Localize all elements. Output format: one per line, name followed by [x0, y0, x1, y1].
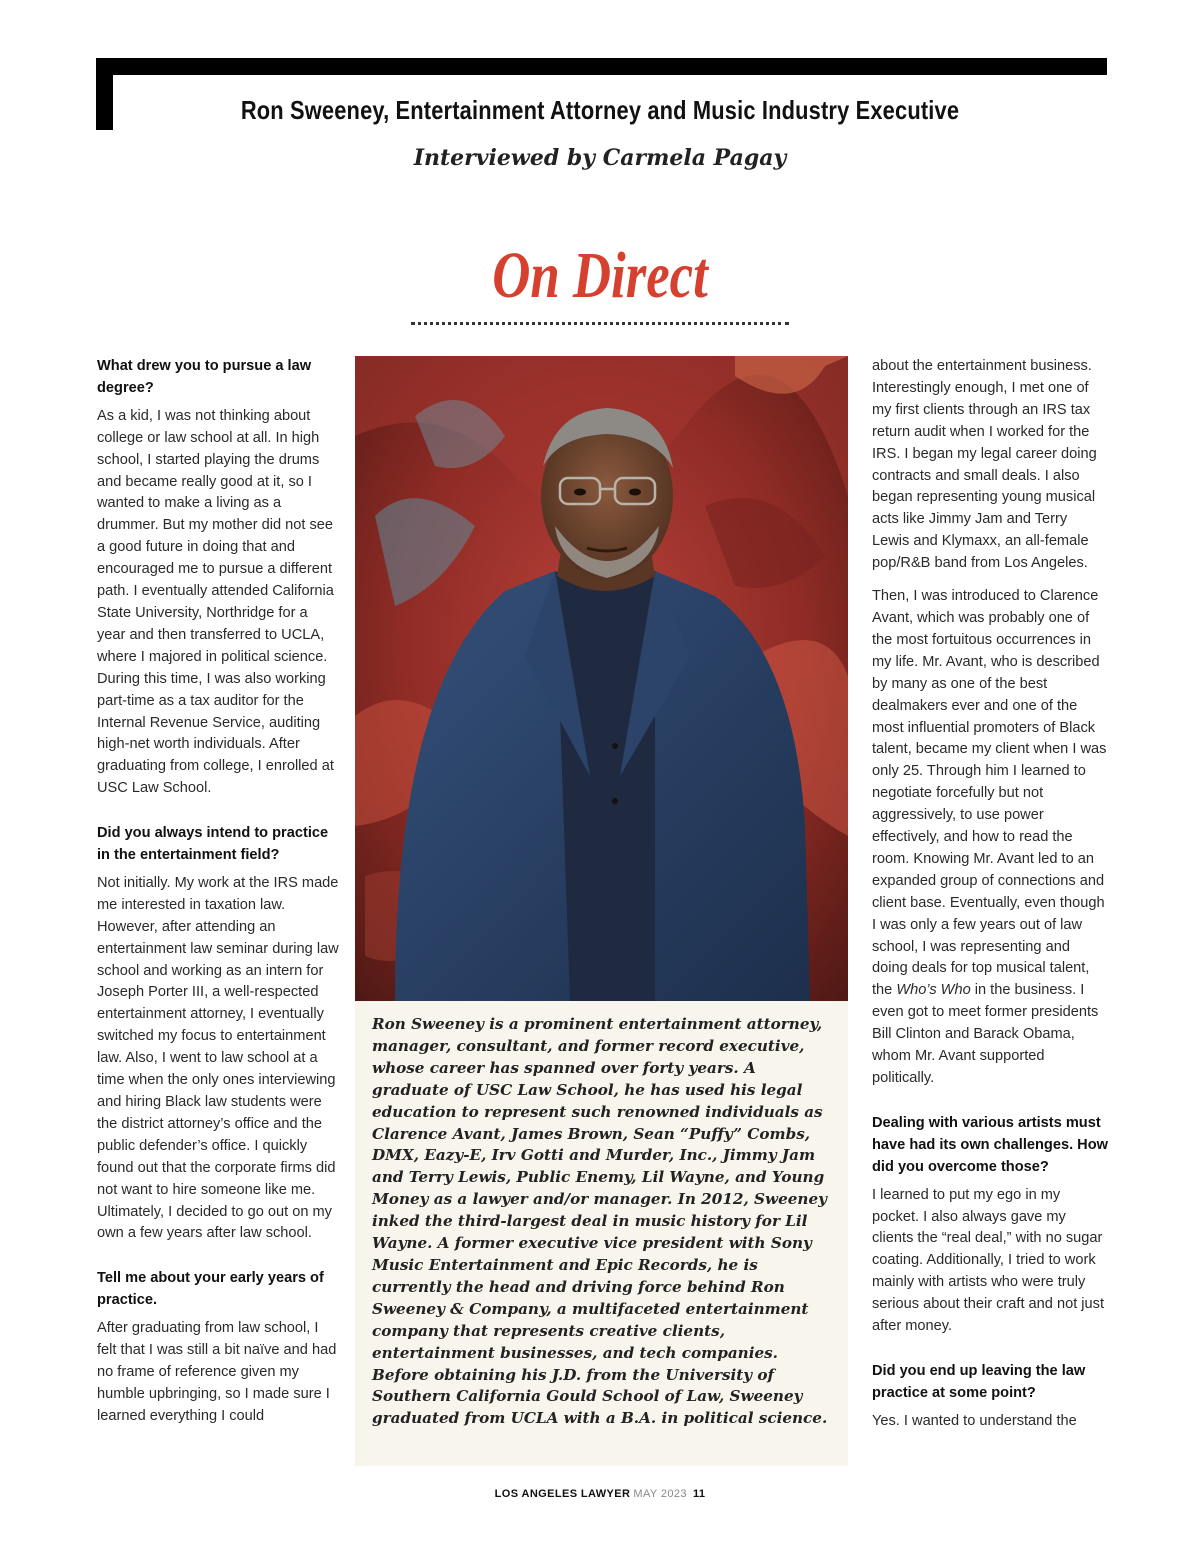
article-headline: Ron Sweeney, Entertainment Attorney and Music Industry Executive [240, 95, 960, 125]
question-1: What drew you to pursue a law degree? [97, 358, 312, 396]
footer-page-number: 11 [692, 1488, 706, 1500]
question-3: Tell me about your early years of practice. [97, 1270, 324, 1309]
answer-1: As a kid, I was not thinking about college or law school at all. In high school, I started playing the drums and became really good at it, so I wanted to make a living as a drummer. But my mother did not see a good future in doing that and encouraged me to pursue a different path. I eventually attended California State University, Northridge for a year and then transferred to UCLA, where I majored in political science. During this time, I was also working part-time as a tax auditor for the Internal Revenue Service, auditing high-net worth individuals. After graduating from college, I enrolled at USC Law School. [97, 407, 334, 797]
answer-3-paragraph-2: Then, I was introduced to Clarence Avant, which was probably one of the most fortuitous occurrences in my life. Mr. Avant, who is described by many as one of the best dealmakers ever and one of the most influential promoters of Black talent, became my client when I was only 25. Through him I learned to negotiate forcefully but not aggressively, to use power effectively, and how to read the room. Knowing Mr. Avant led to an expanded group of connections and client base. Eventually, even though I was only a few years out of law school, I was representing and doing deals for top musical talent, the Who’s Who in the business. I even got to meet former presidents Bill Clinton and Barack Obama, whom Mr. Avant supported politically. [872, 588, 1107, 1086]
top-rule-bar [96, 58, 1107, 75]
answer-4: I learned to put my ego in my pocket. I also always gave my clients the “real deal,” with no sugar coating. Additionally, I tried to work mainly with artists who were truly serious about their craft and not just after money. [872, 1186, 1105, 1335]
answer-3-continued: about the entertainment business. Interestingly enough, I met one of my first clients through an IRS tax return audit when I worked for the IRS. I began my legal career doing contracts and small deals. I also began representing young musical acts like Jimmy Jam and Terry Lewis and Klymaxx, an all-female pop/R&B band from Los Angeles. [872, 358, 1097, 572]
right-column [872, 356, 1108, 1444]
bio-caption: Ron Sweeney is a prominent entertainment attorney, manager, consultant, and former record executive, whose career has spanned over forty years. A graduate of USC Law School, he has used his legal education to represent such renowned individuals as Clarence Avant, James Brown, Sean “Puffy” Combs, DMX, Eazy-E, Irv Gotti and Murder, Inc., Jimmy Jam and Terry Lewis, Public Enemy, Lil Wayne, and Young Money as a lawyer and/or manager. In 2012, Sweeney inked the third-largest deal in music history for Lil Wayne. A former executive vice president with Sony Music Entertainment and Epic Records, he is currently the head and driving force behind Ron Sweeney & Company, a multifaceted entertainment company that represents creative clients, entertainment businesses, and tech companies. Before obtaining his J.D. from the University of Southern California Gould School of Law, Sweeney graduated from UCLA with a B.A. in political science. [372, 1015, 828, 1428]
answer-3: After graduating from law school, I felt that I was still a bit naïve and had no frame of reference given my humble upbringing, so I made sure I learned everything I could [97, 1320, 337, 1424]
footer-date: MAY 2023 [633, 1488, 687, 1500]
corner-bracket-bar [96, 58, 113, 130]
portrait-photo [355, 356, 848, 1001]
footer-publication: LOS ANGELES LAWYER [494, 1488, 631, 1500]
page-footer [0, 1488, 1200, 1500]
whos-who-italic: Who’s Who [896, 982, 971, 999]
question-4: Dealing with various artists must have had its own challenges. How did you overcome those? [872, 1114, 1108, 1175]
section-title: On Direct [492, 239, 708, 312]
answer-5: Yes. I wanted to understand the [872, 1412, 1077, 1429]
answer-2: Not initially. My work at the IRS made me interested in taxation law. However, after attending an entertainment law seminar during law school and working as an intern for Joseph Porter III, a well-respected entertainment attorney, I eventually switched my focus to entertainment law. Also, I went to law school at a time when the only ones interviewing and hiring Black law students were the district attorney’s office and the public defender’s office. I quickly found out that the corporate firms did not want to hire someone like me. Ultimately, I decided to go out on my own a few years after law school. [97, 874, 339, 1242]
dotted-divider [411, 322, 789, 325]
question-5: Did you end up leaving the law practice at some point? [872, 1362, 1086, 1401]
article-byline: Interviewed by Carmela Pagay [413, 145, 787, 171]
question-2: Did you always intend to practice in the entertainment field? [97, 825, 329, 864]
left-column [97, 356, 340, 1439]
